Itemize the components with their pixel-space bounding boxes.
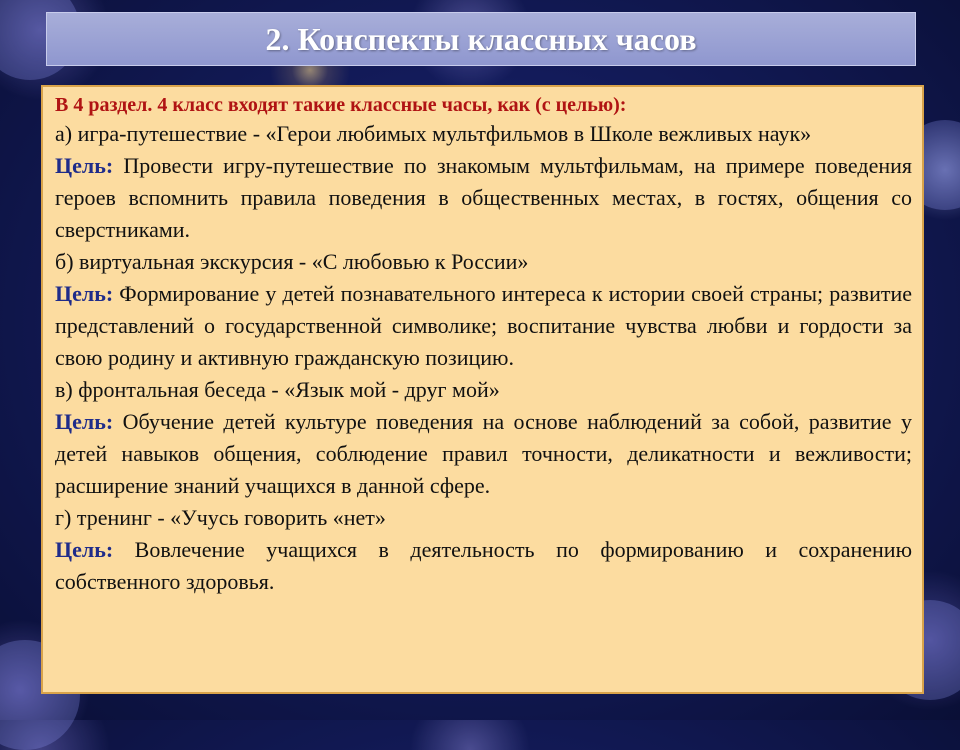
content-box [41,85,924,694]
goal-text: Провести игру-путешествие по знакомым мультфильмам, на примере поведения героев вспомнить правила поведения в общественных местах, в гостях, общения со сверстниками. [55,153,913,242]
goal-item [55,406,912,502]
goal-label: Цель: [55,153,114,178]
goal-item [55,534,912,598]
goal-label: Цель: [55,537,114,562]
goal-text: Обучение детей культуре поведения на основе наблюдений за собой, развитие у детей навыков общения, соблюдение правил точности, деликатности и вежливости; расширение знаний учащихся в данной сфере. [55,409,912,498]
goal-text: Формирование у детей познавательного интереса к истории своей страны; развитие представлений о государственной символике; воспитание чувства любви и гордости за свою родину и активную гражданскую позицию. [55,281,912,370]
activity-item: а) игра-путешествие - «Герои любимых мультфильмов в Школе вежливых наук» [55,121,812,146]
goal-label: Цель: [55,409,114,434]
goal-item [55,278,912,374]
activity-item: в) фронтальная беседа - «Язык мой - друг мой» [55,377,500,402]
slide-title: 2. Конспекты классных часов [265,20,697,57]
activity-item: г) тренинг - «Учусь говорить «нет» [55,505,386,530]
title-bar [46,12,916,66]
activity-item: б) виртуальная экскурсия - «С любовью к России» [55,249,529,274]
goal-label: Цель: [55,281,114,306]
goal-item [55,150,912,246]
content-heading: В 4 раздел. 4 класс входят такие классные часы, как (с целью): [55,94,627,116]
goal-text: Вовлечение учащихся в деятельность по формированию и сохранению собственного здоровья. [55,537,913,594]
